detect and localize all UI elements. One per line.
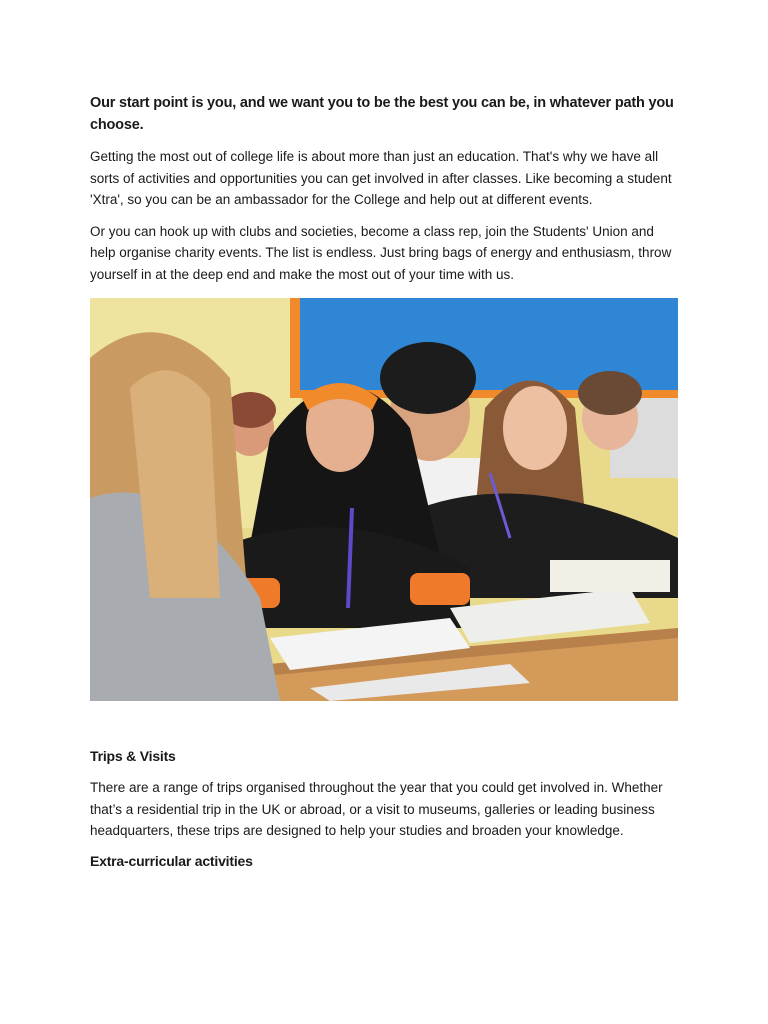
trips-section <box>90 745 680 872</box>
extra-curricular-heading: Extra-curricular activities <box>90 852 253 869</box>
intro-paragraph-1: Getting the most out of college life is about more than just an education. That's why we have all sorts of activities and opportunities you can get involved in after classes. Like becoming a student 'Xtra', so you can be an ambassador for the College and help out at different events. <box>90 149 672 207</box>
intro-paragraph-2: Or you can hook up with clubs and societies, become a class rep, join the Students' Union and help organise charity events. The list is endless. Just bring bags of energy and enthusiasm, throw yourself in at the deep end and make the most out of your time with us. <box>90 223 672 282</box>
trips-paragraph: There are a range of trips organised throughout the year that you could get involved in. Whether that’s a residential trip in the UK or abroad, or a visit to museums, galleries or leading business headquarters, these trips are designed to help your studies and broaden your knowledge. <box>90 780 663 838</box>
intro-section <box>90 92 680 285</box>
intro-heading: Our start point is you, and we want you to be the best you can be, in whatever path you choose. <box>90 95 674 133</box>
trips-heading: Trips & Visits <box>90 748 176 764</box>
students-classroom-photo <box>90 298 678 701</box>
